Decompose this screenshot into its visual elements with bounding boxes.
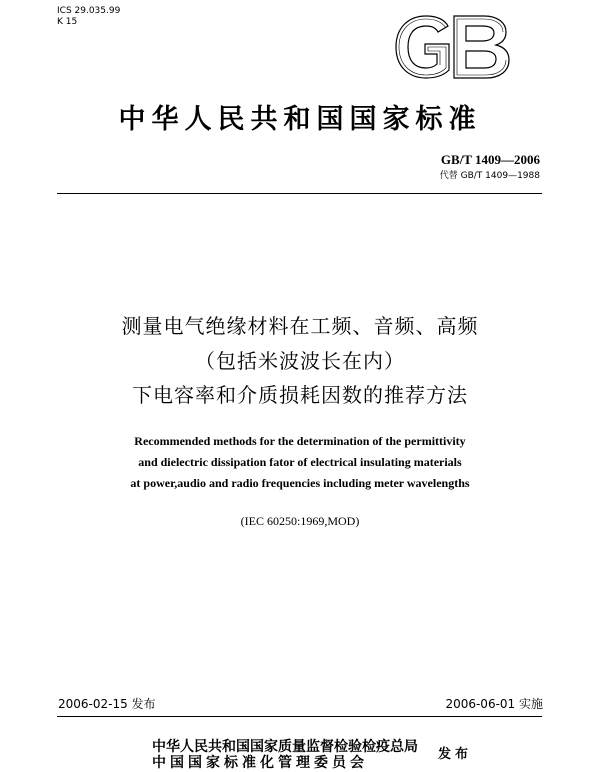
english-title-line-3: at power,audio and radio frequencies including meter wavelengths: [130, 476, 470, 490]
publish-date: 2006-02-15 发布: [58, 697, 156, 711]
class-code: K 15: [57, 17, 78, 27]
english-title-line-1: Recommended methods for the determination of the permittivity: [134, 434, 466, 448]
chinese-title-line-2: （包括米波波长在内）: [195, 349, 405, 373]
ics-code: ICS 29.035.99: [57, 6, 121, 16]
issuer-line-2: 中国国家标准化管理委员会: [152, 755, 368, 771]
chinese-title-line-3: 下电容率和介质损耗因数的推荐方法: [132, 383, 468, 407]
implementation-date: 2006-06-01 实施: [445, 697, 543, 711]
english-title-line-2: and dielectric dissipation fator of electrical insulating materials: [138, 455, 462, 469]
classification-codes: [57, 6, 120, 28]
chinese-title-line-1: 测量电气绝缘材料在工频、音频、高频: [121, 314, 479, 338]
gb-logo: [392, 14, 512, 80]
replaces-standard: 代替 GB/T 1409—1988: [439, 171, 540, 181]
issue-label: 发布: [438, 747, 473, 762]
header-divider: [57, 193, 542, 194]
footer-divider: [57, 716, 542, 717]
issuing-country-standard-title: 中华人民共和国国家标准: [118, 104, 482, 135]
standard-number: GB/T 1409—2006: [440, 152, 540, 167]
issuer-line-1: 中华人民共和国国家质量监督检验检疫总局: [152, 739, 418, 755]
adoption-reference: (IEC 60250:1969,MOD): [240, 514, 360, 528]
